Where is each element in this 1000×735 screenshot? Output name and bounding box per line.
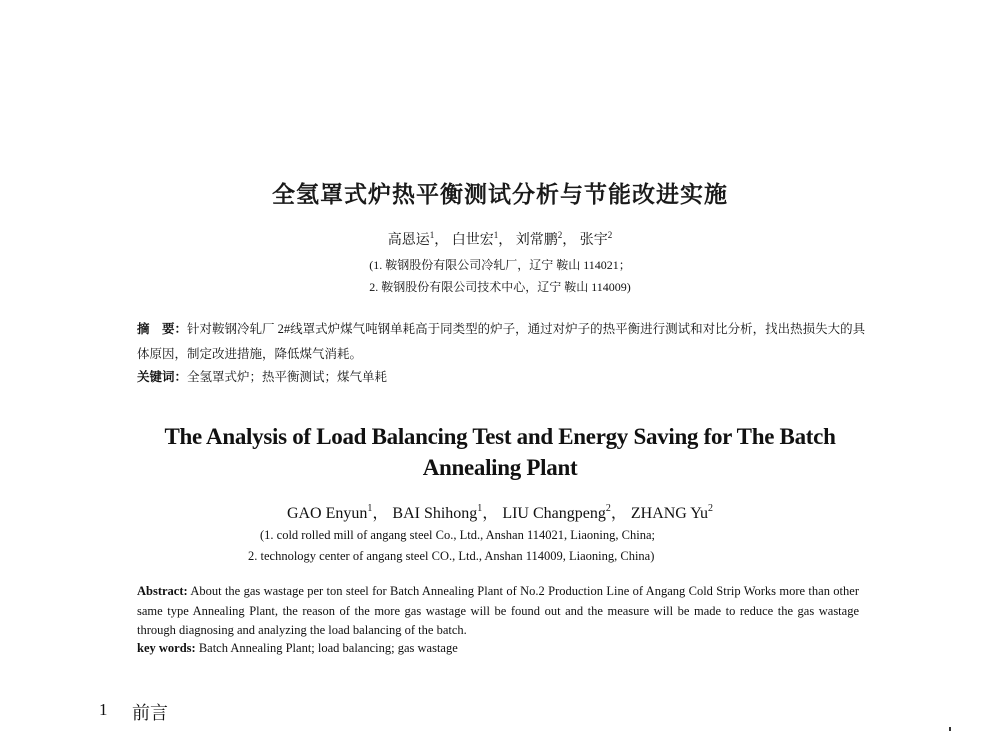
abstract-text: About the gas wastage per ton steel for Batch Annealing Plant of No.2 Production Line of Angang Cold Strip Works more than other same type Annealing Plant, the reason of the more gas wastage will be found out and the measure will be made to reduce the gas wastage through diagnosing and analyzing the load balancing of the batch. (137, 584, 859, 637)
keywords-text: Batch Annealing Plant; load balancing; gas wastage (195, 641, 458, 655)
chinese-abstract (137, 317, 867, 367)
english-author-list: GAO Enyun$^1$， BAI Shihong$^1$， LIU Changpeng$^2$， ZHANG Yu$^2$ (286, 503, 714, 522)
english-title (0, 421, 1000, 483)
author: BAI Shihong$^1$ (392, 503, 483, 522)
section-number: 1 (99, 700, 108, 719)
author: 高恩运$^1$ (387, 230, 435, 248)
author: GAO Enyun$^1$ (286, 503, 373, 522)
chinese-affiliation-1: (1. 鞍钢股份有限公司冷轧厂，辽宁 鞍山 114021； (369, 258, 631, 272)
abstract-text: 针对鞍钢冷轧厂 2#线罩式炉煤气吨钢单耗高于同类型的炉子，通过对炉子的热平衡进行测试和对比分析，找出热损失大的具体原因，制定改进措施，降低煤气消耗。 (137, 322, 866, 361)
chinese-title: 全氢罩式炉热平衡测试分析与节能改进实施 (272, 182, 728, 208)
english-abstract (137, 582, 859, 641)
scan-artifact-mark (949, 727, 951, 731)
english-affiliation-1: (1. cold rolled mill of angang steel Co., Ltd., Anshan 114021, Liaoning, China; (260, 528, 655, 542)
section-title: 前言 (132, 703, 168, 724)
author: ZHANG Yu$^2$ (630, 503, 714, 522)
author: 白世宏$^1$ (451, 230, 499, 248)
chinese-author-list: 高恩运$^1$， 白世宏$^1$， 刘常鹏$^2$， 张宇$^2$ (387, 230, 613, 248)
keywords-label: key words: (137, 641, 196, 655)
abstract-label: 摘 要： (137, 322, 188, 336)
keywords-text: 全氢罩式炉；热平衡测试；煤气单耗 (187, 370, 388, 384)
english-affiliation-2: 2. technology center of angang steel CO., Ltd., Anshan 114009, Liaoning, China) (248, 549, 655, 563)
author: 刘常鹏$^2$ (515, 230, 563, 248)
abstract-label: Abstract: (137, 584, 188, 598)
author: LIU Changpeng$^2$ (502, 503, 611, 522)
chinese-keywords (137, 367, 387, 385)
keywords-label: 关键词： (137, 370, 188, 384)
author: 张宇$^2$ (579, 230, 613, 248)
english-keywords (137, 641, 458, 656)
chinese-affiliation-2: 2. 鞍钢股份有限公司技术中心，辽宁 鞍山 114009) (369, 280, 631, 294)
english-title-text: The Analysis of Load Balancing Test and Energy Saving for The Batch Annealing Plant (164, 424, 836, 480)
